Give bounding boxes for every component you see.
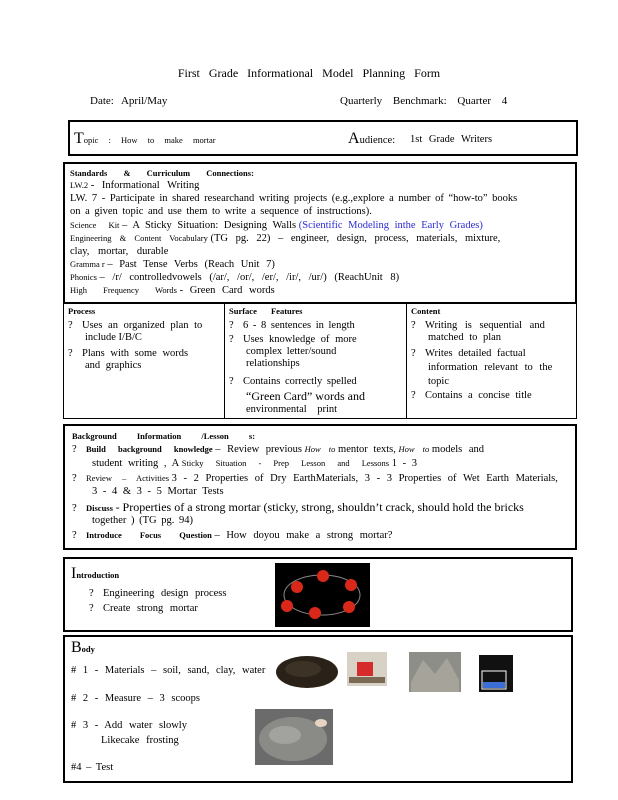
process-item: ? Uses an organized plan to — [68, 320, 203, 331]
surface-item-cont: complex letter/sound — [246, 346, 337, 357]
design-process-diagram-image — [275, 563, 370, 627]
content-item-cont: information relevant to the — [428, 362, 553, 373]
background-item-cont: together ) (TG pg. 94) — [92, 515, 194, 526]
science-kit: Science Kit – A Sticky Situation: Designing Walls (Scientific Modeling inthe Early Grades) — [70, 220, 483, 231]
background-item: ? Build background knowledge – Review previous How to mentor texts, How to models and — [72, 444, 485, 455]
water-beaker-image — [479, 655, 513, 692]
audience-label: Audience: — [348, 130, 396, 147]
background-item: ? Discuss - Properties of a strong mortar (sticky, strong, shouldn’t crack, should hold the bricks — [72, 500, 524, 514]
process-item-cont: and graphics — [85, 360, 142, 371]
soil-image — [275, 652, 340, 692]
standards-heading: Standards & Curriculum Connections: — [70, 168, 254, 178]
clay-image — [409, 652, 461, 692]
surface-item-cont: “Green Card” words and — [246, 389, 365, 403]
content-heading: Content — [411, 306, 441, 316]
content-item: ? Writing is sequential and — [411, 320, 545, 331]
background-item-cont: student writing , A Sticky Situation - Prep Lesson and Lessons 1 - 3 — [92, 458, 417, 469]
topic-box — [68, 120, 578, 156]
high-frequency-words: High Frequency Words - Green Card words — [70, 285, 275, 296]
introduction-item: ? Engineering design process — [89, 588, 227, 599]
surface-item: ? Uses knowledge of more — [229, 334, 357, 345]
content-item-cont: topic — [428, 376, 449, 387]
body-step-3-cont: Likecake frosting — [101, 735, 179, 746]
content-item: ? Writes detailed factual — [411, 348, 526, 359]
page-title: First Grade Informational Model Planning Form — [177, 66, 441, 80]
topic-label: Topic : How to make mortar — [74, 130, 216, 147]
mortar-mixing-image — [255, 709, 333, 765]
introduction-label: Introduction — [71, 565, 120, 582]
date-field: Date: April/May — [90, 95, 168, 107]
bucket-image — [347, 652, 387, 686]
introduction-box — [63, 557, 573, 632]
standard-lw7: LW. 7 - Participate in shared researchand writing projects (e.g.,explore a number of “how-to” books — [70, 193, 518, 204]
surface-item: ? Contains correctly spelled — [229, 376, 357, 387]
process-item-cont: include I/B/C — [85, 332, 142, 343]
phonics: Phonics – /r/ controlledvowels (/ar/, /or/, /er/, /ir/, /ur/) (ReachUnit 8) — [70, 272, 400, 283]
standard-lw2: LW.2 - Informational Writing — [70, 180, 200, 191]
process-item: ? Plans with some words — [68, 348, 189, 359]
surface-item-cont: relationships — [246, 358, 300, 369]
background-item: ? Review – Activities 3 - 2 Properties of Dry EarthMaterials, 3 - 3 Properties of Wet Earth Materials, — [72, 473, 558, 484]
body-step-2: # 2 - Measure – 3 scoops — [71, 693, 200, 704]
body-step-4: #4 – Test — [71, 762, 114, 773]
surface-column — [224, 303, 407, 418]
surface-item: ? 6 - 8 sentences in length — [229, 320, 355, 331]
process-heading: Process — [68, 306, 96, 316]
body-step-1: # 1 - Materials – soil, sand, clay, water — [71, 665, 266, 676]
standard-lw7-cont: on a given topic and use them to write a sequence of instructions). — [70, 206, 372, 217]
process-column — [64, 303, 224, 418]
surface-item-cont: environmental print — [246, 404, 338, 415]
background-item: ? Introduce Focus Question – How doyou make a strong mortar? — [72, 530, 393, 541]
audience-value: 1st Grade Writers — [410, 134, 493, 145]
body-box — [63, 635, 573, 783]
vocabulary-cont: clay, mortar, durable — [70, 246, 169, 257]
introduction-item: ? Create strong mortar — [89, 603, 198, 614]
surface-heading: Surface Features — [229, 306, 303, 316]
body-label: Body — [71, 639, 95, 656]
standards-box — [63, 162, 577, 304]
criteria-table — [63, 302, 577, 419]
body-step-3: # 3 - Add water slowly — [71, 720, 187, 731]
content-item: ? Contains a concise title — [411, 390, 532, 401]
content-item-cont: matched to plan — [428, 332, 502, 343]
background-heading: Background Information /Lesson s: — [72, 431, 256, 441]
background-item-cont: 3 - 4 & 3 - 5 Mortar Tests — [92, 486, 224, 497]
grammar: Gramma r – Past Tense Verbs (Reach Unit 7) — [70, 259, 275, 270]
content-column — [406, 303, 576, 418]
benchmark-field: Quarterly Benchmark: Quarter 4 — [340, 95, 508, 107]
background-box — [63, 424, 577, 550]
vocabulary: Engineering & Content Vocabulary (TG pg. 22) – engineer, design, process, materials, mixture, — [70, 233, 501, 244]
